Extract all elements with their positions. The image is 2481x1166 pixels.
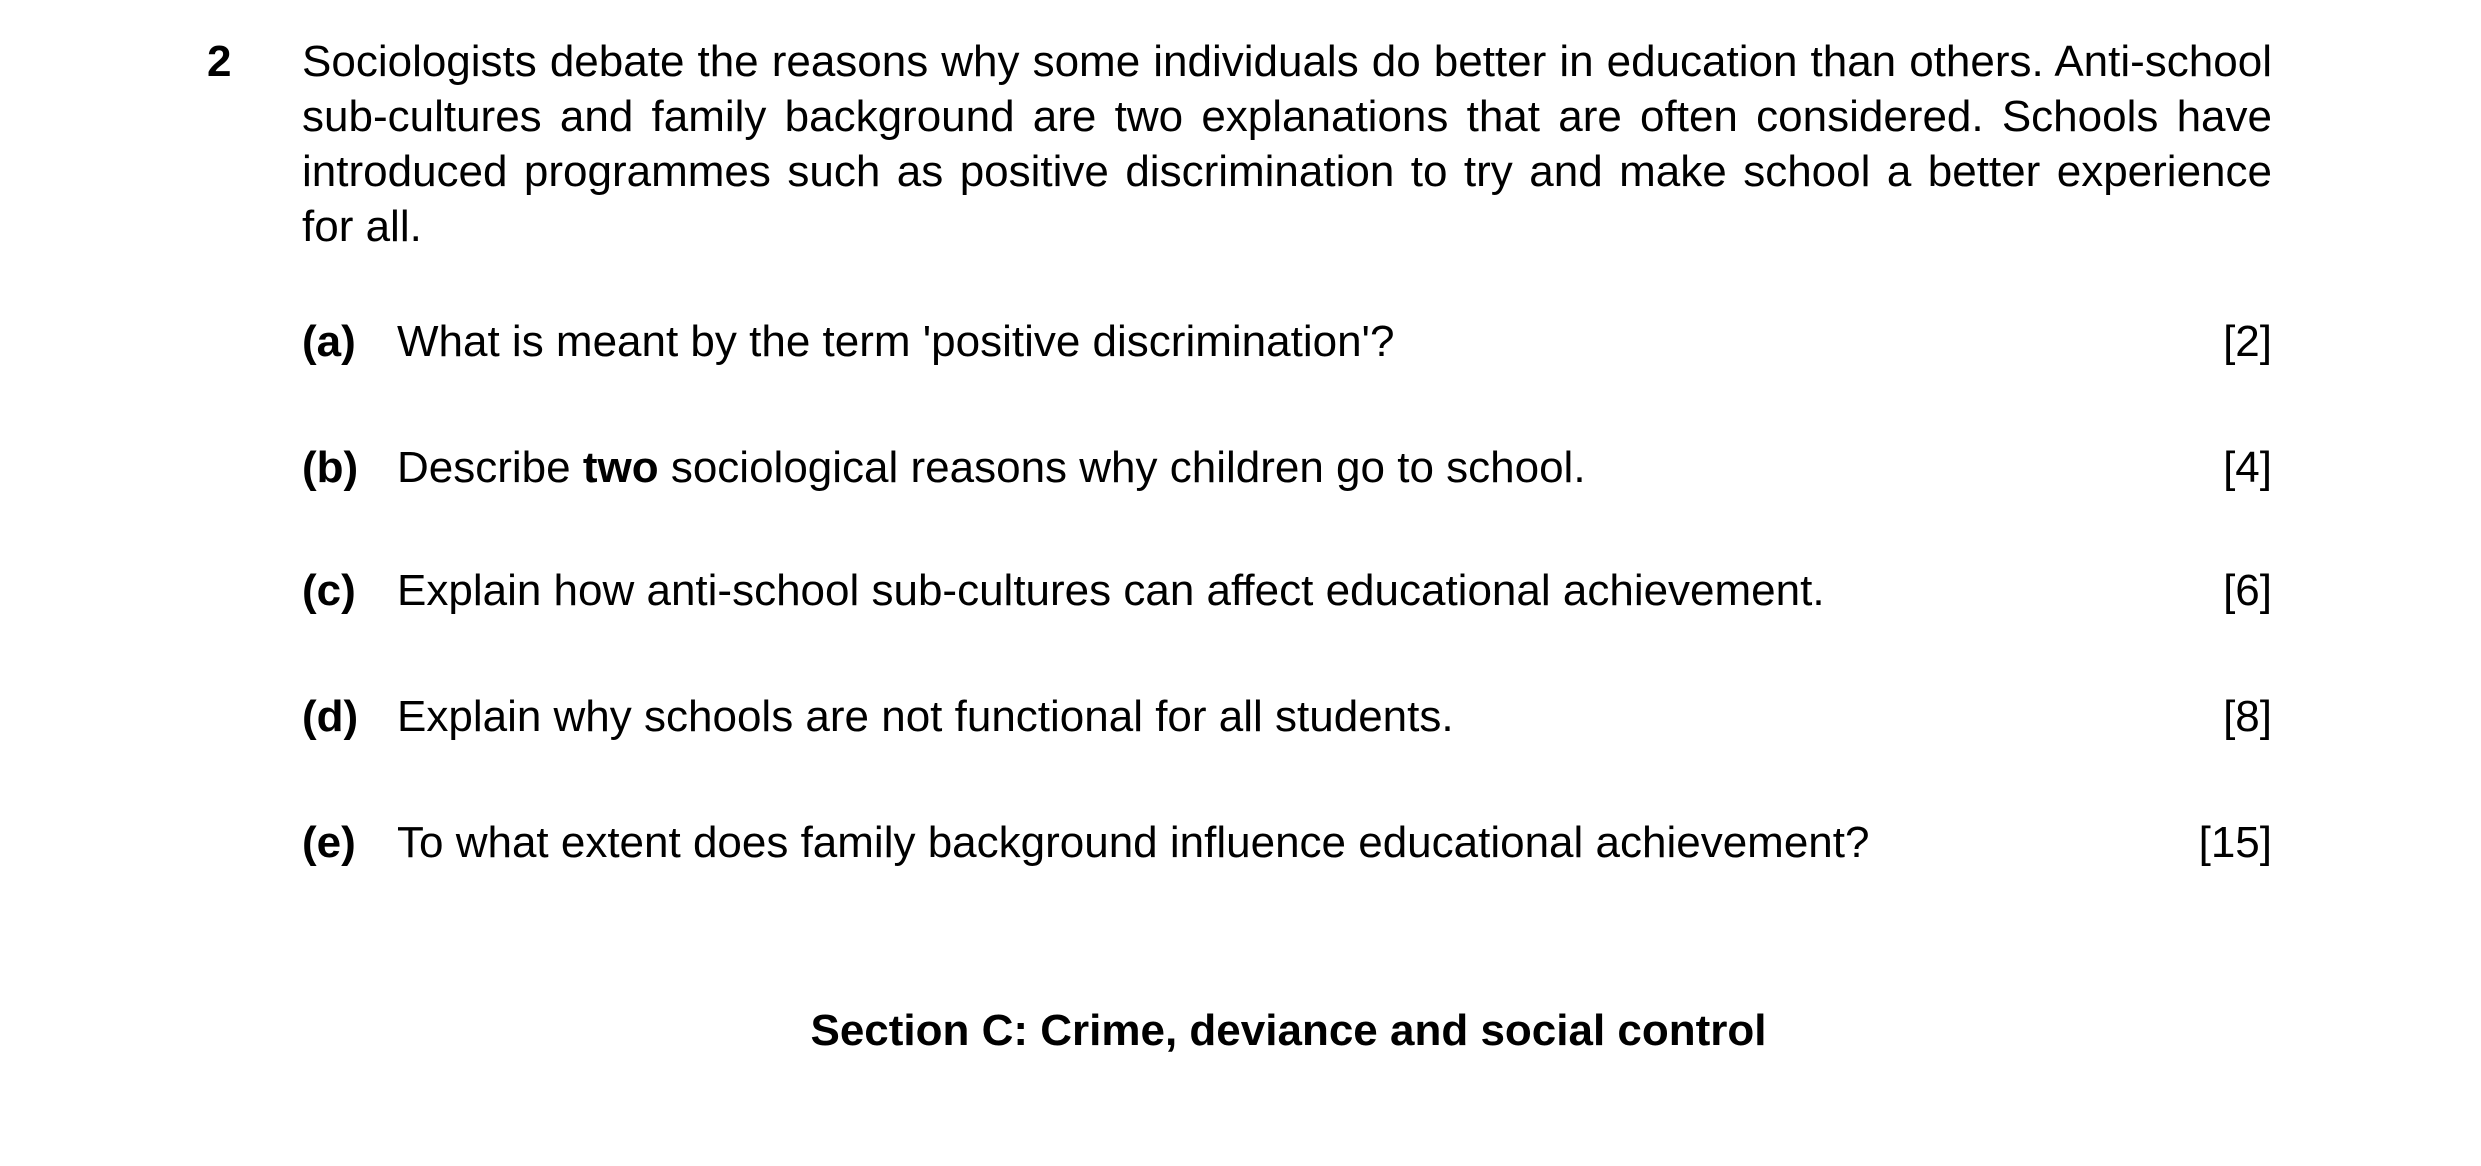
question-stem: Sociologists debate the reasons why some individuals do better in education than others. Anti-school sub-cultures and family background are two explanations that are often considered. Schools have introduced programmes such as positive discrimination to try and make school a better experience for all. (302, 37, 2272, 251)
part-text-before: Describe (397, 443, 583, 492)
question-part-e (302, 815, 2272, 871)
part-text-emphasis: two (582, 443, 659, 492)
question-part-b (302, 440, 2272, 496)
part-label: (e) (302, 818, 356, 867)
part-marks: [6] (2223, 566, 2272, 615)
part-marks: [4] (2223, 443, 2272, 492)
question-part-a (302, 314, 2272, 370)
part-text: Explain why schools are not functional for all students. (397, 692, 1454, 741)
part-marks: [8] (2223, 692, 2272, 741)
question-part-c (302, 563, 2272, 619)
section-heading: Section C: Crime, deviance and social control (810, 1006, 1767, 1055)
part-label: (d) (302, 692, 359, 741)
part-label: (c) (302, 566, 356, 615)
part-label: (b) (302, 443, 359, 492)
part-text: Explain how anti-school sub-cultures can affect educational achievement. (397, 566, 1825, 615)
part-text-after: sociological reasons why children go to school. (658, 443, 1586, 492)
part-marks: [15] (2198, 818, 2272, 867)
question-part-d (302, 689, 2272, 745)
question-number: 2 (207, 37, 232, 86)
part-text: To what extent does family background influence educational achievement? (397, 818, 1870, 867)
part-text (397, 440, 1586, 496)
part-label: (a) (302, 317, 356, 366)
part-marks: [2] (2223, 317, 2272, 366)
part-text: What is meant by the term 'positive discrimination'? (397, 317, 1395, 366)
